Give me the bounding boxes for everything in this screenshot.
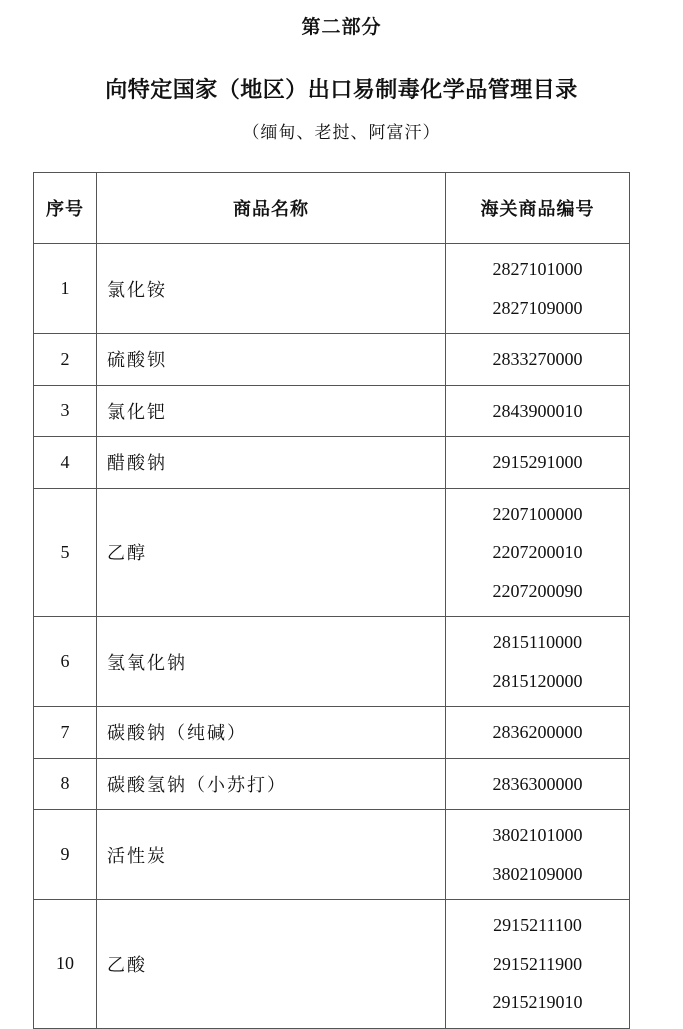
customs-code: 2836200000 xyxy=(492,722,583,742)
row-name: 乙醇 xyxy=(97,488,446,617)
customs-code: 2836300000 xyxy=(492,773,583,794)
customs-code: 2843900010 xyxy=(492,400,583,421)
row-index: 9 xyxy=(34,810,97,900)
row-codes xyxy=(446,758,630,810)
row-name: 氢氧化钠 xyxy=(97,617,446,707)
row-codes xyxy=(446,900,630,1029)
row-name: 乙酸 xyxy=(97,900,446,1029)
row-index: 4 xyxy=(34,437,97,489)
header-code: 海关商品编号 xyxy=(446,173,630,244)
table-header-row xyxy=(34,173,630,244)
table-row xyxy=(34,617,630,707)
table-row xyxy=(34,385,630,437)
customs-code: 2207100000 xyxy=(492,503,583,524)
row-codes xyxy=(446,437,630,489)
row-name: 硫酸钡 xyxy=(97,334,446,386)
customs-code: 2915219010 xyxy=(492,992,583,1012)
page-subtitle: （缅甸、老挝、阿富汗） xyxy=(242,123,441,143)
customs-code: 3802101000 xyxy=(492,825,583,845)
header-name: 商品名称 xyxy=(97,173,446,244)
table-row xyxy=(34,488,630,617)
customs-code: 2915211100 xyxy=(493,915,582,935)
row-codes xyxy=(446,707,630,759)
table-row xyxy=(34,758,630,810)
row-codes xyxy=(446,810,630,900)
customs-code: 2827101000 xyxy=(492,259,583,279)
row-codes xyxy=(446,617,630,707)
row-index: 1 xyxy=(34,244,97,334)
row-index: 7 xyxy=(34,707,97,759)
customs-code: 2833270000 xyxy=(492,349,583,369)
customs-code: 2815110000 xyxy=(492,632,583,652)
row-index: 6 xyxy=(34,617,97,707)
row-name: 氯化铵 xyxy=(97,244,446,334)
row-name: 碳酸钠（纯碱） xyxy=(97,707,446,759)
table-body xyxy=(34,244,630,1029)
row-codes xyxy=(446,334,630,386)
row-codes xyxy=(446,488,630,617)
table-row xyxy=(34,707,630,759)
table-row xyxy=(34,437,630,489)
table-row xyxy=(34,900,630,1029)
table-row xyxy=(34,334,630,386)
customs-code: 3802109000 xyxy=(492,863,583,884)
row-index: 8 xyxy=(34,758,97,810)
row-name: 活性炭 xyxy=(97,810,446,900)
part-title: 第二部分 xyxy=(301,16,382,38)
row-name: 醋酸钠 xyxy=(97,437,446,489)
table-row xyxy=(34,810,630,900)
customs-code: 2915211900 xyxy=(492,953,583,974)
chemicals-table xyxy=(33,172,630,1029)
row-index: 3 xyxy=(34,385,97,437)
row-name: 氯化钯 xyxy=(97,385,446,437)
page-title: 向特定国家（地区）出口易制毒化学品管理目录 xyxy=(105,78,578,103)
customs-code: 2207200010 xyxy=(492,542,583,562)
row-index: 5 xyxy=(34,488,97,617)
customs-code: 2915291000 xyxy=(492,452,583,472)
row-index: 10 xyxy=(34,900,97,1029)
customs-code: 2815120000 xyxy=(492,670,583,691)
row-codes xyxy=(446,244,630,334)
customs-code: 2827109000 xyxy=(492,297,583,318)
table-row xyxy=(34,244,630,334)
header-index: 序号 xyxy=(34,173,97,244)
row-codes xyxy=(446,385,630,437)
customs-code: 2207200090 xyxy=(492,580,583,601)
row-index: 2 xyxy=(34,334,97,386)
row-name: 碳酸氢钠（小苏打） xyxy=(97,758,446,810)
